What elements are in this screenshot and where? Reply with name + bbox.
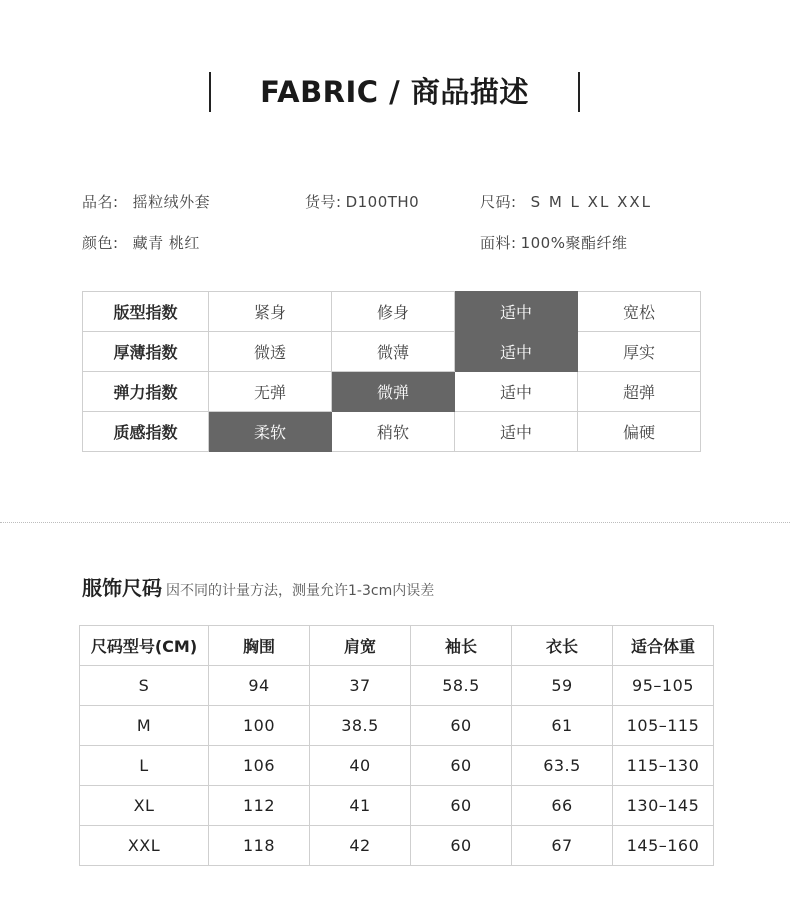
info-colors bbox=[82, 232, 200, 253]
size-chart-header-cell: 胸围 bbox=[209, 626, 310, 666]
info-sizes-value: S M L XL XXL bbox=[530, 193, 652, 211]
size-chart-cell: 61 bbox=[512, 706, 613, 746]
info-colors-label: 颜色: bbox=[82, 234, 119, 252]
index-row-label: 版型指数 bbox=[83, 292, 209, 332]
size-chart-heading bbox=[82, 572, 434, 601]
size-chart-cell: XL bbox=[80, 786, 209, 826]
section-divider bbox=[0, 522, 790, 523]
size-chart-cell: 145–160 bbox=[613, 826, 714, 866]
size-chart-cell: S bbox=[80, 666, 209, 706]
index-option: 微透 bbox=[209, 332, 332, 372]
index-row-label: 厚薄指数 bbox=[83, 332, 209, 372]
index-option: 修身 bbox=[332, 292, 455, 332]
size-chart-note: 因不同的计量方法，测量允许1-3cm内误差 bbox=[166, 583, 435, 599]
size-chart-cell: 42 bbox=[310, 826, 411, 866]
page-title: FABRIC / 商品描述 bbox=[260, 75, 529, 109]
info-item-number-value: D100TH0 bbox=[345, 193, 420, 211]
info-product-name-label: 品名: bbox=[82, 193, 119, 211]
index-option: 偏硬 bbox=[578, 412, 701, 452]
size-chart-cell: L bbox=[80, 746, 209, 786]
index-option-selected: 适中 bbox=[455, 332, 578, 372]
index-option: 稍软 bbox=[332, 412, 455, 452]
size-chart-row bbox=[80, 746, 714, 786]
size-chart-cell: 41 bbox=[310, 786, 411, 826]
size-chart-cell: 130–145 bbox=[613, 786, 714, 826]
section-header bbox=[0, 72, 790, 112]
index-option-selected: 柔软 bbox=[209, 412, 332, 452]
size-chart-title: 服饰尺码 bbox=[82, 576, 162, 600]
info-fabric bbox=[480, 232, 627, 253]
size-chart-cell: 115–130 bbox=[613, 746, 714, 786]
size-chart-cell: 60 bbox=[411, 706, 512, 746]
info-fabric-value: 100%聚酯纤维 bbox=[520, 234, 628, 252]
size-chart-table bbox=[79, 625, 714, 866]
info-fabric-label: 面料: bbox=[480, 234, 517, 252]
size-chart-header-cell: 袖长 bbox=[411, 626, 512, 666]
size-chart-cell: 67 bbox=[512, 826, 613, 866]
index-option: 宽松 bbox=[578, 292, 701, 332]
info-item-number bbox=[305, 191, 419, 212]
size-chart-cell: 105–115 bbox=[613, 706, 714, 746]
size-chart-cell: 59 bbox=[512, 666, 613, 706]
size-chart-cell: 63.5 bbox=[512, 746, 613, 786]
info-product-name bbox=[82, 191, 210, 212]
size-chart-cell: 40 bbox=[310, 746, 411, 786]
index-option: 紧身 bbox=[209, 292, 332, 332]
size-chart-header-row bbox=[80, 626, 714, 666]
info-sizes-label: 尺码: bbox=[480, 193, 517, 211]
size-chart-header-cell: 衣长 bbox=[512, 626, 613, 666]
size-chart-cell: 100 bbox=[209, 706, 310, 746]
size-chart-cell: M bbox=[80, 706, 209, 746]
index-option: 厚实 bbox=[578, 332, 701, 372]
size-chart-header-cell: 尺码型号(CM) bbox=[80, 626, 209, 666]
index-option: 微薄 bbox=[332, 332, 455, 372]
header-right-divider bbox=[578, 72, 580, 112]
info-item-number-label: 货号: bbox=[305, 193, 342, 211]
size-chart-row bbox=[80, 826, 714, 866]
info-product-name-value: 摇粒绒外套 bbox=[132, 193, 211, 211]
index-option: 适中 bbox=[455, 372, 578, 412]
index-option-selected: 适中 bbox=[455, 292, 578, 332]
index-option: 适中 bbox=[455, 412, 578, 452]
size-chart-cell: 37 bbox=[310, 666, 411, 706]
index-option-selected: 微弹 bbox=[332, 372, 455, 412]
size-chart-cell: XXL bbox=[80, 826, 209, 866]
size-chart-cell: 38.5 bbox=[310, 706, 411, 746]
size-chart-row bbox=[80, 706, 714, 746]
size-chart-header-cell: 肩宽 bbox=[310, 626, 411, 666]
info-colors-value: 藏青 桃红 bbox=[132, 234, 200, 252]
fit-index-table bbox=[82, 291, 701, 452]
index-option: 无弹 bbox=[209, 372, 332, 412]
size-chart-cell: 60 bbox=[411, 746, 512, 786]
size-chart-cell: 58.5 bbox=[411, 666, 512, 706]
size-chart-cell: 94 bbox=[209, 666, 310, 706]
index-row-label: 弹力指数 bbox=[83, 372, 209, 412]
size-chart-cell: 118 bbox=[209, 826, 310, 866]
size-chart-row bbox=[80, 786, 714, 826]
size-chart-cell: 112 bbox=[209, 786, 310, 826]
size-chart-row bbox=[80, 666, 714, 706]
size-chart-cell: 66 bbox=[512, 786, 613, 826]
size-chart-cell: 60 bbox=[411, 786, 512, 826]
index-option: 超弹 bbox=[578, 372, 701, 412]
index-row bbox=[83, 332, 701, 372]
size-chart-header-cell: 适合体重 bbox=[613, 626, 714, 666]
size-chart-cell: 106 bbox=[209, 746, 310, 786]
info-sizes bbox=[480, 191, 652, 212]
index-row-label: 质感指数 bbox=[83, 412, 209, 452]
index-row bbox=[83, 412, 701, 452]
index-row bbox=[83, 292, 701, 332]
size-chart-cell: 95–105 bbox=[613, 666, 714, 706]
index-row bbox=[83, 372, 701, 412]
size-chart-cell: 60 bbox=[411, 826, 512, 866]
